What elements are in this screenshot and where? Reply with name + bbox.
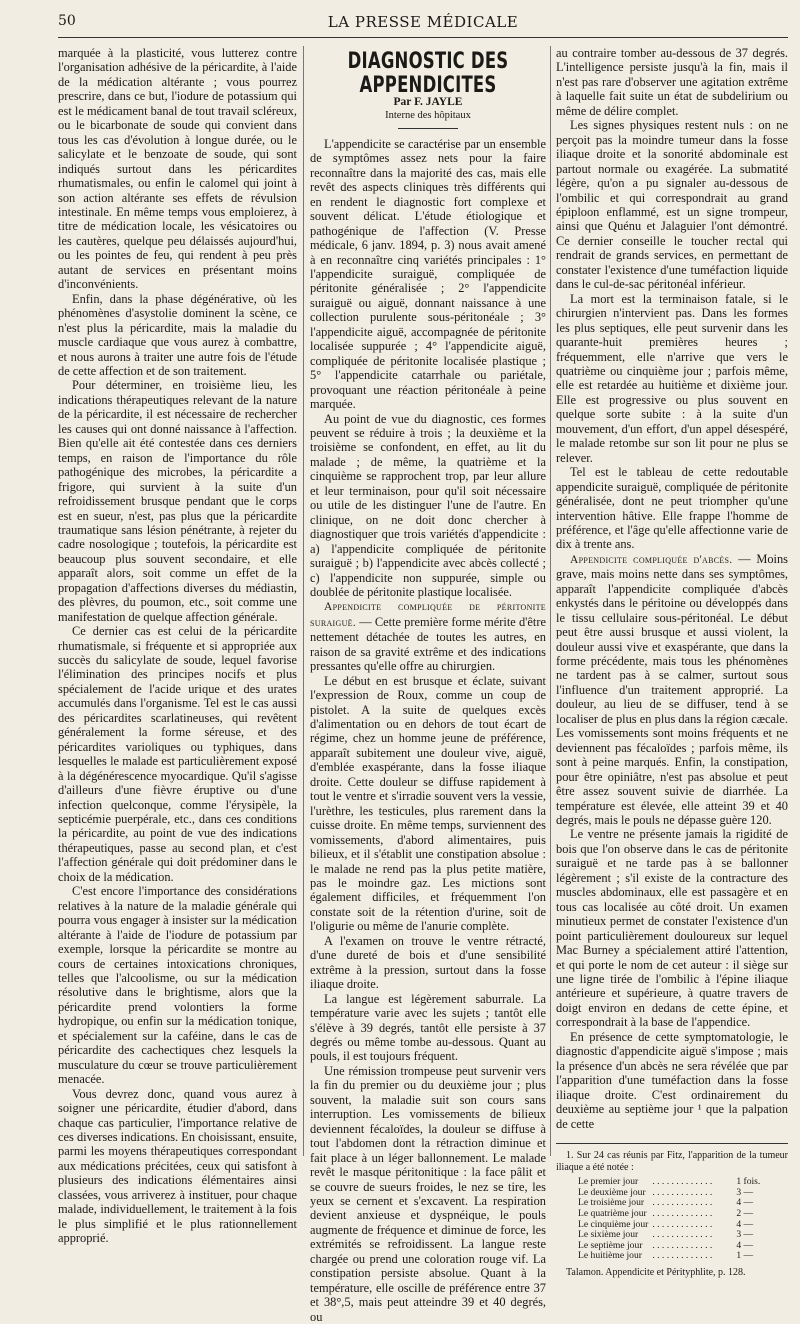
leader-dots: . . . . . . . . . . . . . xyxy=(652,1176,713,1188)
paragraph: Au point de vue du diagnostic, ces formes peuvent se réduire à trois ; la deuxième et la troisième se confondent, en effet, au lit du malade ; de même, la quatrième et la cinquième se rapprochent trop, par leur allure et leur terminaison, pour qu'il soit nécessaire ou utile de les distinguer l'une de l'autre. En clinique, on ne doit donc chercher à diagnostiquer que trois variétés d'appendicite : a) l'appendicite compliquée de péritonite suraiguë ; b) l'appendicite avec abcès collecté ; c) l'appendicite non suppurée, simple ou doublée de péritonite plastique localisée. xyxy=(310,411,546,599)
paragraph: au contraire tomber au-dessous de 37 degrés. L'intelligence persiste jusqu'à la fin, mais il n'est pas rare d'observer une agitation extrême à laquelle fait suite un état de subdelirium ou même de délire complet. xyxy=(556,46,788,118)
subsection-lead: — Cette première forme mérite d'être nettement détachée de toutes les autres, en raison de sa gravité extrême et des indications pressantes qu'elle offre au chirurgien. xyxy=(310,614,546,674)
subsection-lead: — Moins grave, mais moins nette dans ses symptômes, apparaît l'appendicite compliquée d'abcès enkystés dans le péritoine ou développés dans le tissu cellulaire sous-péritonéal. Le début peut être aussi brusque et aussi violent, la douleur aussi vive et exaspérante, que dans la forme précédente, mais tous les phénomènes ne tardent pas à se calmer, surtout sous l'influence d'un traitement approprié. La douleur, au lieu de se diffuser, tend à se localiser de plus en plus dans la région cæcale. Les vomissements sont moins fréquents et ne deviennent pas fécaloïdes ; parfois même, ils sont à peine marqués. Enfin, la constipation, pour être opiniâtre, n'est pas absolue et peut être assez souvent suivie de diarrhée. La température est élevée, elle atteint 39 et 40 degrés, mais le pouls ne dépasse guère 120. xyxy=(556,551,788,828)
paragraph: Une rémission trompeuse peut survenir vers la fin du premier ou du deuxième jour ; plus souvent, la maladie suit son cours sans interruption. Les vomissements de bilieux deviennent fécaloïdes, la douleur se diffuse à tout l'abdomen dont la rétraction diminue et fait place à un léger ballonnement. Le malade revêt le masque péritonitique : la face pâlit et se couvre de sueurs froides, le nez se tire, les yeux se cernent et s'excavent. La respiration devient anxieuse et dyspnéique, le pouls augmente de fréquence et diminue de force, les extrémités se refroidissent. La langue reste chargée ou prend une coloration rouge vif. La constipation persiste absolue. Quant à la température, elle oscille de préférence entre 37 et 38°,5, mais peut atteindre 39 et 40 degrés, ou xyxy=(310,1063,546,1324)
paragraph: Vous devrez donc, quand vous aurez à soigner une péricardite, étudier d'abord, dans chaque cas particulier, l'importance relative de ces diverses indications. En choisissant, ensuite, parmi les moyens thérapeutiques correspondant aux médications précitées, ceux qui satisfont à plusieurs des indications élémentaires ainsi classées, vous arriverez à instituer, pour chaque malade, individuellement, le traitement à la fois le plus simplifié et le plus rationnellement approprié. xyxy=(58,1086,297,1246)
footnote-day: Le premier jour xyxy=(578,1176,639,1188)
article-title: DIAGNOSTIC DES APPENDICITES xyxy=(347,47,509,98)
article-affiliation: Interne des hôpitaux xyxy=(385,110,471,122)
footnote-row xyxy=(576,1251,762,1262)
footnote-day: Le huitième jour xyxy=(578,1250,642,1262)
paragraph: La langue est légèrement saburrale. La température varie avec les sujets ; tantôt elle s'élève à 39 degrés, tantôt elle persiste à 37 degrés ou même tombe au-dessous. Quant au pouls, il est toujours fréquent. xyxy=(310,991,546,1064)
paragraph: marquée à la plasticité, vous lutterez contre l'organisation adhésive de la péricardite, à l'aide de la médication altérante ; vous pourrez prescrire, dans ce but, l'iodure de potassium qui est le médicament banal de tout travail scléreux, ou le bicarbonate de soude qui convient dans tous les cas d'évolution à longue durée, ou le salicylate et le benzoate de soude, qui sont indiqués surtout dans les péricardites rhumatismales, ou enfin le calomel qui joint à son action altérante ses effets de révulsion intestinale. En même temps vous emploierez, à titre de médication locale, les vésicatoires ou les cautères, quelque peu délaissés aujourd'hui, ou les pointes de feu, qui rendent à peu près autant de services en présentant moins d'inconvénients. xyxy=(58,46,297,292)
left-column xyxy=(58,46,297,1246)
footnote-day: Le deuxième jour xyxy=(578,1186,646,1198)
paragraph: A l'examen on trouve le ventre rétracté, d'une dureté de bois et d'une sensibilité extrême à la pression, surtout dans la fosse iliaque droite. xyxy=(310,933,546,992)
leader-dots: . . . . . . . . . . . . . xyxy=(652,1186,713,1198)
leader-dots: . . . . . . . . . . . . . xyxy=(652,1239,713,1251)
leader-dots: . . . . . . . . . . . . . xyxy=(652,1229,713,1241)
paragraph: Ce dernier cas est celui de la péricardite rhumatismale, si fréquente et si appropriée aux succès du salicylate de soude, lequel favorise l'élimination des principes nocifs et plus spécialement de l'acide urique et des urates accumulés dans l'organisme. Tel est le cas aussi des péricardites scarlatineuses, qui revêtent généralement la forme séreuse, et des péricardites varioliques ou typhiques, dans lesquelles le malade est particulièrement exposé à la dégénérescence myocardique. Qu'il s'agisse d'ailleurs d'une fièvre éruptive ou d'une infection quelconque, comme l'érysipèle, la septicémie puerpérale, etc., dans ces conditions la péricardite, au point de vue des indications thérapeutiques, passe au second plan, et c'est l'affection générale qui doit prédominer dans le choix de la médication. xyxy=(58,624,297,884)
footnote-row xyxy=(576,1209,762,1220)
paragraph: Le ventre ne présente jamais la rigidité de bois que l'on observe dans le cas de péritonite suraiguë et ne tarde pas à se ballonner légèrement ; s'il existe de la contracture des muscles abdominaux, elle est passagère et en tous cas localisée au côté droit. Un examen minutieux permet de constater l'existence d'un point particulièrement douloureux sur lequel Mac Burney a spécialement attiré l'attention, et qui porte le nom de cet auteur : il siège sur une ligne tirée de l'ombilic à l'épine iliaque antérieure et supérieure, à quatre travers de doigt environ en dedans de cette épine, et correspondrait à la base de l'appendice. xyxy=(556,827,788,1030)
paragraph: C'est encore l'importance des considérations relatives à la nature de la maladie générale qui pourra vous engager à insister sur la médication altérante à l'aide de l'iodure de potassium par exemple, lorsque la péricardite se montre au cours de certaines intoxications chroniques, telles que l'alcoolisme, ou sur la médication résolutive dans le brightisme, alors que la péricardite prend volontiers la forme hydropique, ou enfin sur la médication tonique, et spécialement sur la caféine, dans le cas de péricardite des cachectiques chez lesquels la musculature du cœur se trouve particulièrement menacée. xyxy=(58,884,297,1087)
footnote-day: Le cinquième jour xyxy=(578,1218,649,1230)
paragraph: Le début en est brusque et éclate, suivant l'expression de Roux, comme un coup de pistolet. A la suite de quelques excès d'alimentation ou en dehors de tout écart de régime, chez un homme jeune de préférence, apparaît subitement une douleur vive, aiguë, d'emblée exaspérante, dans la fosse iliaque droite. Cette douleur se diffuse rapidement à tout le ventre et s'irradie souvent vers la vessie, l'urèthre, les testicules, plus rarement dans la cuisse droite. En même temps, surviennent des vomissements, d'abord alimentaires, puis bilieux, et il s'établit une constipation absolue : le malade ne rend pas la plus petite matière, pas le moindre gaz. Les mictions sont également difficiles, et fréquemment l'on constate soit de la rétention d'urine, soit de l'oligurie ou même de l'anurie complète. xyxy=(310,673,546,934)
footnote-count: 1 fois. xyxy=(736,1176,761,1188)
column-rule xyxy=(550,46,551,1156)
footnote-count: 4 — xyxy=(736,1218,754,1230)
title-rule xyxy=(398,128,458,129)
page-header xyxy=(58,13,788,35)
footnote-separator xyxy=(556,1143,788,1144)
footnote-count: 4 — xyxy=(736,1239,754,1251)
footnote xyxy=(556,1150,788,1279)
right-column xyxy=(556,46,788,1278)
footnote-day: Le sixième jour xyxy=(578,1229,639,1241)
footnote-source: Talamon. Appendicite et Pérityphlite, p. 128. xyxy=(566,1266,746,1278)
footnote-table xyxy=(576,1177,762,1262)
subsection-paragraph xyxy=(556,552,788,828)
footnote-day: Le septième jour xyxy=(578,1239,643,1251)
footnote-day: Le troisième jour xyxy=(578,1197,645,1209)
footnote-count: 1 — xyxy=(736,1250,754,1262)
subsection-heading: Appendicite compliquée de péritonite suraiguë. xyxy=(310,601,546,629)
paragraph: Tel est le tableau de cette redoutable appendicite suraiguë, compliquée de péritonite généralisée, dont ne peut triompher qu'une intervention hâtive. Elle frappe l'homme de préférence, et l'âge qu'elle affectionne varie de dix à trente ans. xyxy=(556,465,788,552)
footnote-count: 2 — xyxy=(736,1207,754,1219)
subsection-paragraph xyxy=(310,599,546,673)
page-number: 50 xyxy=(58,13,76,29)
running-title: LA PRESSE MÉDICALE xyxy=(327,13,519,31)
paragraph: En présence de cette symptomatologie, le diagnostic d'appendicite aiguë s'impose ; mais la présence d'un abcès ne sera révélée que par l'apparition d'une tuméfaction dans la fosse iliaque droite. C'est ordinairement du deuxième au septième jour ¹ que la palpation de cette xyxy=(556,1029,788,1131)
column-rule xyxy=(303,46,304,1156)
footnote-text: 1. Sur 24 cas réunis par Fitz, l'apparition de la tumeur iliaque a été notée : xyxy=(556,1149,788,1173)
footnote-day: Le quatrième jour xyxy=(578,1207,647,1219)
paragraph: Pour déterminer, en troisième lieu, les indications thérapeutiques relevant de la nature de la péricardite, il est nécessaire de rechercher les causes qui ont donné naissance à l'affection. Bien qu'elle ait été contestée dans ces derniers temps, en raison de l'importance du rôle pathogénique des microbes, la péricardite a frigore, qui survient à la suite d'un refroidissement brusque pendant que le corps est en sueur, n'est, pas plus que la péricardite traumatique sans lésion pénétrante, à rejeter du cadre nosologique ; toutefois, la péricardite est beaucoup plus souvent secondaire, et elle apparaît alors, soit comme un effet de la propagation d'affections diverses du médiastin, des plèvres, du poumon, etc., soit comme une manifestation de quelque affection générale. xyxy=(58,378,297,624)
leader-dots: . . . . . . . . . . . . . xyxy=(652,1207,713,1219)
paragraph: La mort est la terminaison fatale, si le chirurgien n'intervient pas. Dans les formes les plus septiques, elle peut survenir dans les quarante-huit premières heures ; fréquemment, elle n'arrive que vers le quatrième ou cinquième jour ; parfois même, elle est retardée au huitième et dixième jour. Elle est progressive ou plus souvent en quelque sorte subite : à la suite d'un mouvement, d'un effort, d'un appel désespéré, le malade retombe sur son lit pour ne plus se relever. xyxy=(556,291,788,465)
paragraph: Les signes physiques restent nuls : on ne perçoit pas la moindre tumeur dans la fosse iliaque droite et la sonorité abdominale est partout normale ou exagérée. La submatité légère, qu'on a pu signaler au-dessous de l'ombilic et qui correspondrait au grand épiploon enflammé, est un signe trompeur, ainsi que Quénu et Jalaguier l'ont démontré. Ce dernier conseille le toucher rectal qui rendrait de grands services, en permettant de constater l'existence d'une tuméfaction liquide dans le cul-de-sac péritonéal inférieur. xyxy=(556,118,788,292)
leader-dots: . . . . . . . . . . . . . xyxy=(652,1250,713,1262)
leader-dots: . . . . . . . . . . . . . xyxy=(652,1218,713,1230)
footnote-count: 4 — xyxy=(736,1197,754,1209)
subsection-heading: Appendicite compliquée d'abcès. xyxy=(570,553,733,566)
article-author: Par F. JAYLE xyxy=(393,96,463,108)
middle-column xyxy=(310,46,546,1324)
leader-dots: . . . . . . . . . . . . . xyxy=(652,1197,713,1209)
paragraph: Enfin, dans la phase dégénérative, où les phénomènes d'asystolie dominent la scène, ce n'est plus la péricardite, mais la maladie du muscle cardiaque que vous aurez à combattre, et nous aurons à traiter une autre fois de l'étude de cette affection et de son traitement. xyxy=(58,291,297,378)
paragraph: L'appendicite se caractérise par un ensemble de symptômes assez nets pour la faire reconnaître dans la majorité des cas, mais elle revêt des aspects cliniques très différents qui en rendent le diagnostic fort complexe et souvent délicat. L'étude étiologique et pathogénique de l'affection (V. Presse médicale, 6 janv. 1894, p. 3) nous avait amené à en reconnaître cinq variétés principales : 1° l'appendicite suraiguë, compliquée de péritonite généralisée ; 2° l'appendicite suraiguë ou aiguë, donnant naissance à une collection purulente sous-péritonéale ; 3° l'appendicite aiguë, accompagnée de péritonite localisée suppurée ; 4° l'appendicite aiguë, compliquée de péritonite localisée plastique ; 5° l'appendicite catarrhale ou pariétale, provoquant une réaction péritonéale à peine marquée. xyxy=(310,136,546,412)
header-rule xyxy=(58,37,788,38)
footnote-count: 3 — xyxy=(736,1229,754,1241)
footnote-count: 3 — xyxy=(736,1186,754,1198)
